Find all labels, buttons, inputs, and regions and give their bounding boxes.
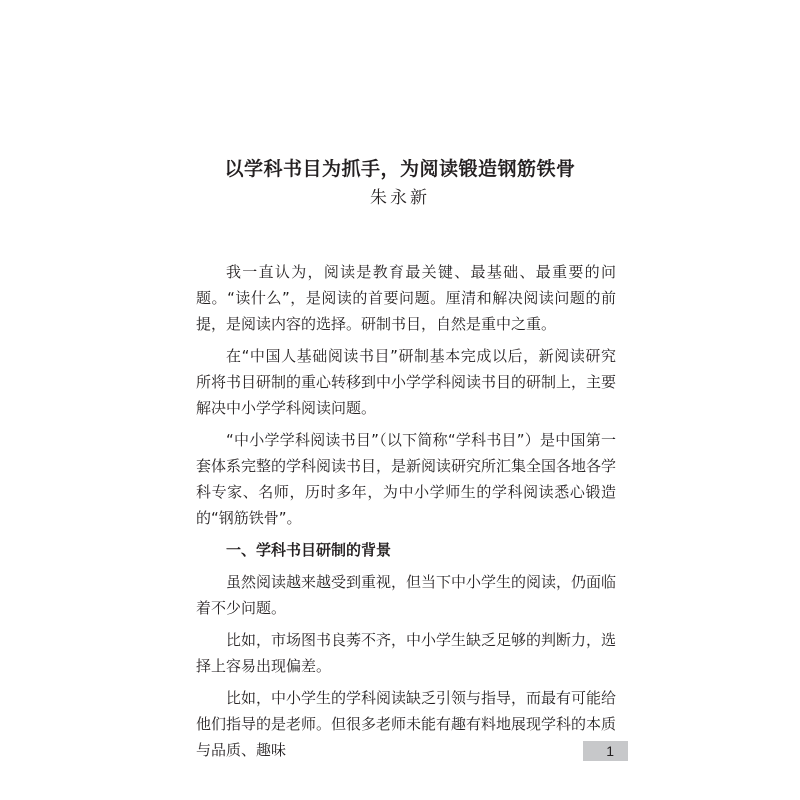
chapter-title: 以学科书目为抓手，为阅读锻造钢筋铁骨: [224, 158, 576, 180]
paragraph: 虽然阅读越来越受到重视，但当下中小学生的阅读，仍面临着不少问题。: [196, 573, 617, 617]
paragraph: “中小学学科阅读书目”（以下简称“学科书目”）是中国第一套体系完整的学科阅读书目，是新阅读研究所汇集全国各地各学科专家、名师，历时多年，为中小学师生的学科阅读悉心锻造的“钢筋铁骨”。: [196, 431, 617, 527]
page-number-box: [583, 741, 628, 761]
paragraph: 比如，中小学生的学科阅读缺乏引领与指导，而最有可能给他们指导的是老师。但很多老师未能有趣有料地展现学科的本质与品质、趣味: [196, 689, 617, 759]
page-number: 1: [606, 743, 614, 759]
section-heading: 一、学科书目研制的背景: [226, 541, 392, 559]
body-text: [196, 259, 616, 769]
paragraph: 比如，市场图书良莠不齐，中小学生缺乏足够的判断力，选择上容易出现偏差。: [196, 631, 617, 675]
paragraph: 我一直认为，阅读是教育最关键、最基础、最重要的问题。“读什么”，是阅读的首要问题。厘清和解决阅读问题的前提，是阅读内容的选择。研制书目，自然是重中之重。: [196, 263, 616, 333]
author-name: 朱永新: [370, 188, 430, 208]
paragraph: 在“中国人基础阅读书目”研制基本完成以后，新阅读研究所将书目研制的重心转移到中小学学科阅读书目的研制上，主要解决中小学学科阅读问题。: [196, 347, 617, 417]
